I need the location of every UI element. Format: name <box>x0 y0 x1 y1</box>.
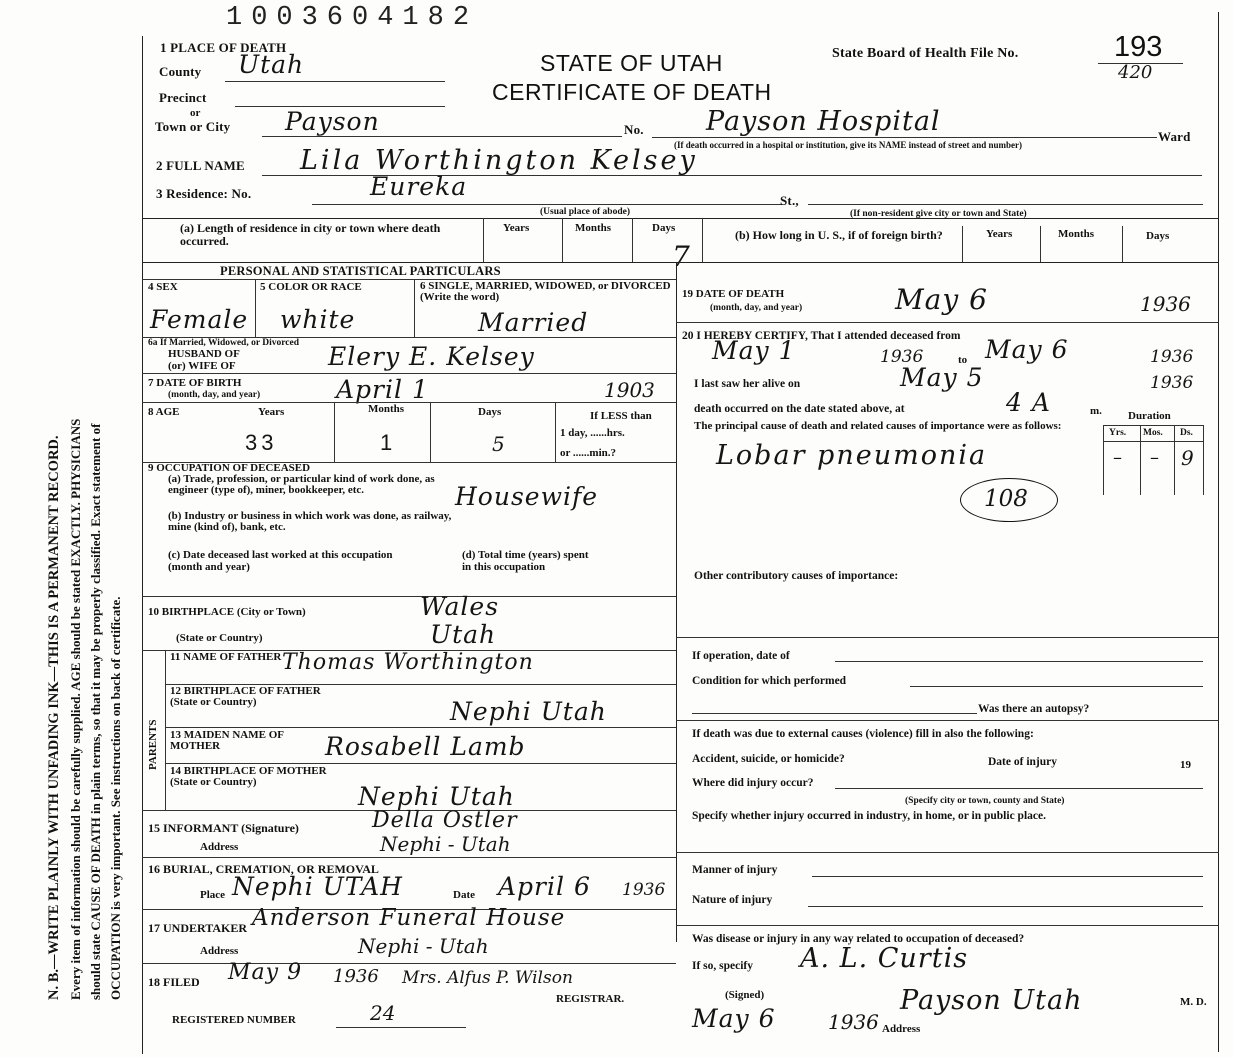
row-line-1 <box>142 218 1219 219</box>
town-value: Payson <box>285 107 380 136</box>
nature-line <box>808 906 1203 907</box>
hospital-note: (If death occurred in a hospital or institution, give its NAME instead of street and number) <box>674 140 1023 150</box>
burial-date-label: Date <box>453 889 475 901</box>
file-number: 193 <box>1114 31 1163 63</box>
age-months-value: 1 <box>380 430 393 455</box>
where-line <box>835 788 1203 789</box>
occ-a-value: Housewife <box>455 482 599 511</box>
burial-date: April 6 <box>498 872 591 901</box>
father-bp-value: Nephi Utah <box>450 697 607 726</box>
length-residence-label <box>180 222 480 248</box>
residence-line <box>312 204 782 205</box>
row-13 <box>165 727 676 728</box>
color-value: white <box>280 305 356 334</box>
registered-number: 24 <box>370 1001 396 1025</box>
registrar-signature: Mrs. Alfus P. Wilson <box>402 968 573 988</box>
dob-sub: (month, day, and year) <box>168 390 261 400</box>
undertaker-address-label: Address <box>200 945 239 957</box>
burial-place-label: Place <box>200 889 226 901</box>
yrs-header: Yrs. <box>1109 428 1127 438</box>
manner-label: Manner of injury <box>692 864 778 876</box>
sex-col <box>255 279 256 337</box>
row-14 <box>165 763 676 764</box>
registrar-label: REGISTRAR. <box>556 993 625 1005</box>
res-col-3 <box>632 218 633 262</box>
less-day-label: 1 day, ......hrs. <box>560 427 625 439</box>
residence-label: 3 Residence: No. <box>156 186 252 201</box>
certificate-serial: 1003604182 <box>226 3 479 33</box>
age-years-value: 33 <box>245 430 278 455</box>
file-number-2: 420 <box>1118 62 1153 83</box>
certify-label: 20 I HEREBY CERTIFY, That I attended deceased from <box>682 330 961 342</box>
no-label: No. <box>624 122 644 137</box>
place-of-death-label: 1 PLACE OF DEATH <box>160 40 287 55</box>
signed-address: Payson Utah <box>900 985 1083 1016</box>
manner-line <box>812 876 1203 877</box>
ds-header: Ds. <box>1180 428 1193 438</box>
age-col-2 <box>430 402 431 462</box>
parents-side-label: PARENTS <box>147 719 159 770</box>
sex-label: 4 SEX <box>148 281 178 293</box>
informant-value: Della Ostler <box>372 808 518 833</box>
attended-to: May 6 <box>985 335 1069 364</box>
occ-b-label <box>168 511 453 533</box>
res-months-header: Months <box>575 222 612 234</box>
side-note-line2: Every item of information should be carefully supplied. AGE should be stated EXACTLY. PHYSICIANS <box>68 418 83 1000</box>
occ-c-text: (c) Date deceased last worked at this occupation (month and year) <box>168 549 393 573</box>
marital-label <box>420 281 675 303</box>
us-months-header: Months <box>1058 228 1095 240</box>
spouse-label-1: 6a If Married, Widowed, or Divorced <box>148 338 300 348</box>
last-saw-value: May 5 <box>900 363 984 392</box>
sex-value: Female <box>150 305 249 334</box>
row-23 <box>676 925 1219 926</box>
dur-mos-dash: – <box>1150 447 1159 468</box>
st-line <box>808 204 1203 205</box>
informant-address: Nephi - Utah <box>380 832 511 856</box>
mother-value: Rosabell Lamb <box>325 732 526 761</box>
county-label: County <box>159 64 202 79</box>
birthplace-city: Wales <box>420 592 500 621</box>
row-7 <box>142 373 676 374</box>
filed-year: 1936 <box>333 966 379 987</box>
dur-col-4 <box>1203 425 1204 495</box>
mos-header: Mos. <box>1143 428 1163 438</box>
condition-label: Condition for which performed <box>692 675 847 687</box>
signed-address-label: Address <box>882 1023 921 1035</box>
autopsy-label: Was there an autopsy? <box>978 703 1090 715</box>
full-name-value: Lila Worthington Kelsey <box>300 145 698 176</box>
occupation-label: 9 OCCUPATION OF DECEASED <box>148 462 311 474</box>
spouse-value: Elery E. Kelsey <box>328 342 535 371</box>
us-col-2 <box>1040 226 1041 262</box>
foreign-birth-label <box>735 229 960 242</box>
us-col-3 <box>1122 226 1123 262</box>
dur-col-2 <box>1140 425 1141 495</box>
row-10 <box>142 596 676 597</box>
age-days-value: 5 <box>492 432 505 456</box>
md-label: M. D. <box>1180 996 1207 1008</box>
res-years-header: Years <box>503 222 530 234</box>
row-8 <box>142 402 676 403</box>
ward-label: Ward <box>1158 129 1191 144</box>
death-date-label: 19 DATE OF DEATH <box>682 288 785 300</box>
accident-label: Accident, suicide, or homicide? <box>692 753 845 765</box>
row-19 <box>676 322 1219 323</box>
less-than-label: If LESS than <box>590 410 652 422</box>
nonresident-note: (If non-resident give city or town and State) <box>850 209 1027 219</box>
operation-label: If operation, date of <box>692 650 790 662</box>
birthplace-state: Utah <box>430 620 497 649</box>
filed-date: May 9 <box>228 960 303 985</box>
town-line <box>262 136 622 137</box>
frame-right <box>1218 12 1219 1052</box>
duration-label: Duration <box>1128 410 1171 422</box>
occ-c-label <box>168 549 408 573</box>
burial-place: Nephi UTAH <box>232 872 403 901</box>
mother-label: 13 MAIDEN NAME OF MOTHER <box>170 729 284 752</box>
occ-b-text: (b) Industry or business in which work was done, as railway, mine (kind of), bank, etc. <box>168 510 452 533</box>
age-days-label: Days <box>478 406 502 418</box>
birthplace-label: 10 BIRTHPLACE (City or Town) <box>148 606 306 618</box>
mother-bp-label: 14 BIRTHPLACE OF MOTHER (State or Country) <box>170 765 327 788</box>
res-col-4 <box>702 218 703 262</box>
to-label: to <box>958 354 968 366</box>
if-so-label: If so, specify <box>692 960 754 972</box>
injury-year: 19 <box>1180 759 1191 771</box>
dur-col-3 <box>1174 425 1175 495</box>
duration-days: 9 <box>1181 446 1194 470</box>
usual-abode-note: (Usual place of abode) <box>540 207 630 217</box>
foreign-birth-text: (b) How long in U. S., if of foreign birth? <box>735 228 943 242</box>
signed-date: May 6 <box>692 1004 776 1033</box>
res-col-1 <box>483 218 484 262</box>
us-col-1 <box>962 226 963 262</box>
autopsy-line <box>692 713 977 714</box>
us-days-header: Days <box>1146 230 1170 242</box>
specify-place-note: (Specify city or town, county and State) <box>905 796 1065 806</box>
age-years-label: Years <box>258 406 285 418</box>
external-causes-label: If death was due to external causes (violence) fill in also the following: <box>692 728 1034 740</box>
attended-from-year: 1936 <box>880 347 924 367</box>
cause-code: 108 <box>984 486 1028 512</box>
signed-label: (Signed) <box>725 989 765 1001</box>
undertaker-address: Nephi - Utah <box>358 934 489 958</box>
row-22 <box>676 852 1219 853</box>
occurred-label: death occurred on the date stated above, at <box>694 403 905 415</box>
occ-a-label <box>168 474 453 496</box>
dob-value: April 1 <box>336 375 429 404</box>
or-label: or <box>190 107 201 119</box>
attended-from: May 1 <box>712 336 796 365</box>
length-residence-text: (a) Length of residence in city or town where death occurred. <box>180 221 441 248</box>
color-label: 5 COLOR OR RACE <box>260 281 362 293</box>
residence-value: Eureka <box>370 172 468 201</box>
marital-value: Married <box>478 308 589 337</box>
mother-bp-value: Nephi Utah <box>358 782 515 811</box>
dur-col-1 <box>1103 425 1104 495</box>
spouse-label-3: (or) WIFE OF <box>168 360 236 372</box>
death-date-value: May 6 <box>895 283 988 316</box>
file-label: State Board of Health File No. <box>832 46 1019 61</box>
attended-to-year: 1936 <box>1150 347 1194 367</box>
last-saw-year: 1936 <box>1150 373 1194 393</box>
age-label: 8 AGE <box>148 406 180 418</box>
occ-d-text: (d) Total time (years) spent in this occupation <box>462 549 589 573</box>
dur-header-line <box>1103 441 1203 442</box>
dur-yrs-dash: – <box>1113 447 1122 468</box>
row-20 <box>676 637 1219 638</box>
frame-left <box>142 36 143 1054</box>
registered-number-label: REGISTERED NUMBER <box>172 1014 296 1026</box>
row-16 <box>142 857 676 858</box>
father-value: Thomas Worthington <box>282 650 534 675</box>
father-label: 11 NAME OF FATHER <box>170 651 282 663</box>
injury-date-label: Date of injury <box>988 756 1057 768</box>
full-name-label: 2 FULL NAME <box>156 158 245 173</box>
dob-year: 1903 <box>604 378 655 402</box>
us-years-header: Years <box>986 228 1013 240</box>
dob-label: 7 DATE OF BIRTH <box>148 377 242 389</box>
disease-label: Was disease or injury in any way related to occupation of deceased? <box>692 933 1025 945</box>
county-value: Utah <box>238 50 305 79</box>
precinct-label: Precinct <box>159 90 207 105</box>
side-note-line4: OCCUPATION is very important. See instructions on back of certificate. <box>108 596 123 1000</box>
age-col-1 <box>334 402 335 462</box>
death-date-sub: (month, day, and year) <box>710 303 803 313</box>
state-title: STATE OF UTAH <box>540 50 723 76</box>
marital-text: 6 SINGLE, MARRIED, WIDOWED, or DIVORCED (Write the word) <box>420 280 671 303</box>
last-saw-label: I last saw her alive on <box>694 378 801 390</box>
certificate-title: CERTIFICATE OF DEATH <box>492 79 772 105</box>
age-months-label: Months <box>368 403 405 415</box>
father-bp-label: 12 BIRTHPLACE OF FATHER (State or Country) <box>170 685 321 708</box>
res-days-header: Days <box>652 222 676 234</box>
m-label: m. <box>1090 405 1102 417</box>
reg-line <box>336 1027 466 1028</box>
op-line <box>835 661 1203 662</box>
nature-label: Nature of injury <box>692 894 773 906</box>
res-col-2 <box>562 218 563 262</box>
row-line-2 <box>142 262 1219 263</box>
cause-text: The principal cause of death and related causes of importance were as follows: <box>694 420 1062 432</box>
occurred-value: 4 A <box>1006 388 1051 417</box>
res-days-value: 7 <box>672 240 691 273</box>
personal-heading: PERSONAL AND STATISTICAL PARTICULARS <box>220 264 501 278</box>
cond-line <box>910 686 1203 687</box>
death-year: 1936 <box>1140 292 1191 316</box>
hospital-value: Payson Hospital <box>706 106 941 137</box>
cause-label <box>694 421 1094 432</box>
color-col <box>414 279 415 337</box>
informant-address-label: Address <box>200 841 239 853</box>
age-col-3 <box>555 402 556 462</box>
residence-st-label: St., <box>780 193 799 208</box>
undertaker-value: Anderson Funeral House <box>252 905 566 931</box>
occ-d-label <box>462 549 597 573</box>
burial-year: 1936 <box>622 880 666 900</box>
less-min-label: or ......min.? <box>560 447 617 459</box>
undertaker-label: 17 UNDERTAKER <box>148 921 248 935</box>
middle-divider <box>676 262 677 942</box>
spouse-label-2: HUSBAND OF <box>168 348 240 360</box>
filed-label: 18 FILED <box>148 975 200 989</box>
town-label: Town or City <box>155 119 231 134</box>
side-note-line3: should state CAUSE OF DEATH in plain terms, so that it may be properly classified. Exact statement of <box>88 423 103 1000</box>
burial-label: 16 BURIAL, CREMATION, OR REMOVAL <box>148 862 379 876</box>
cause-value: Lobar pneumonia <box>716 440 988 471</box>
signed-year: 1936 <box>828 1010 879 1034</box>
where-injury-label: Where did injury occur? <box>692 777 814 789</box>
physician-signature: A. L. Curtis <box>800 943 969 974</box>
county-line <box>225 81 445 82</box>
no-line <box>652 137 1157 138</box>
side-note-line1: N. B.—WRITE PLAINLY WITH UNFADING INK—THIS IS A PERMANENT RECORD. <box>46 435 62 1000</box>
occ-a-text: (a) Trade, profession, or particular kind of work done, as engineer (type of), miner, bookkeeper, etc. <box>168 473 435 496</box>
industry-label: Specify whether injury occurred in industry, in home, or in public place. <box>692 810 1046 822</box>
informant-label: 15 INFORMANT (Signature) <box>148 821 299 835</box>
row-18 <box>142 963 676 964</box>
duration-line <box>1103 425 1203 426</box>
row-21 <box>676 720 1219 721</box>
other-causes-label: Other contributory causes of importance: <box>694 570 899 582</box>
birthplace-state-label: (State or Country) <box>176 632 263 644</box>
parents-col <box>165 650 166 810</box>
